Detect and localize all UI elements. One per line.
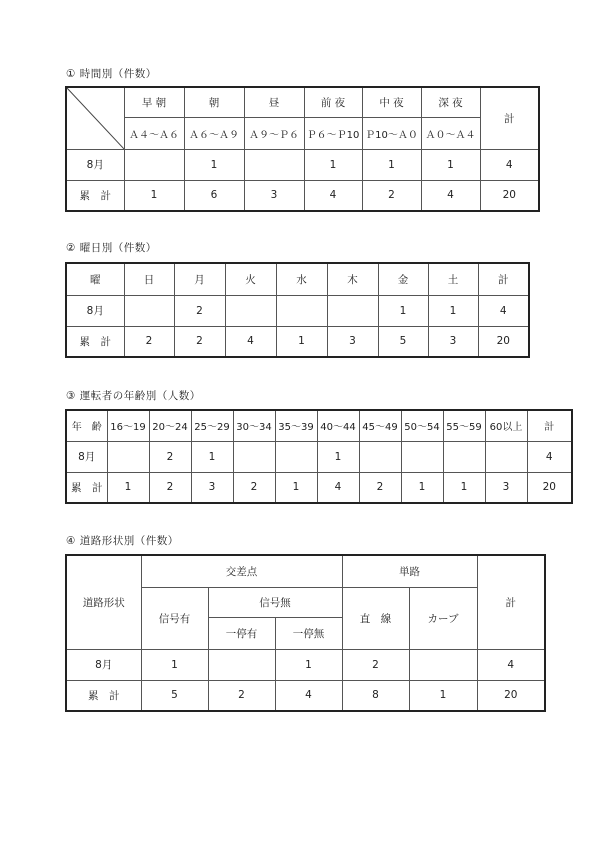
cell: 4 (225, 326, 276, 357)
cell: 4 (317, 472, 359, 503)
header-time-range: Ａ６～Ａ９ (184, 117, 244, 149)
cell: 1 (191, 441, 233, 472)
header-time-range: Ｐ10～Ａ０ (362, 117, 421, 149)
header-total: 計 (477, 555, 545, 649)
corner-label: 道路形状 (66, 555, 141, 649)
table-row (66, 680, 545, 711)
header-age: 30～34 (233, 410, 275, 441)
cell: 1 (409, 680, 477, 711)
header-age: 35～39 (275, 410, 317, 441)
row-label: 累 計 (66, 180, 124, 211)
cell: 4 (275, 680, 342, 711)
header-total: 計 (480, 87, 539, 149)
cell: 1 (421, 149, 480, 180)
header-day: 火 (225, 263, 276, 295)
section1-title: ① 時間別（件数） (66, 68, 157, 80)
cell-total: 4 (478, 295, 529, 326)
cell: 1 (401, 472, 443, 503)
cell-total: 4 (477, 649, 545, 680)
header-day: 土 (428, 263, 478, 295)
weekday-table (65, 262, 530, 358)
cell: 2 (124, 326, 174, 357)
row-label: 8月 (66, 295, 124, 326)
cell: 1 (141, 649, 208, 680)
table-row (66, 441, 572, 472)
header-time-name: 朝 (184, 87, 244, 117)
row-label: 8月 (66, 649, 141, 680)
table-row (66, 180, 539, 211)
header-age: 20～24 (149, 410, 191, 441)
cell: 1 (275, 649, 342, 680)
row-label: 累 計 (66, 326, 124, 357)
cell (124, 295, 174, 326)
header-time-range: Ｐ６～Ｐ10 (304, 117, 362, 149)
table-row (66, 649, 545, 680)
header-intersection: 交差点 (141, 555, 342, 587)
cell: 1 (124, 180, 184, 211)
cell: 1 (378, 295, 428, 326)
cell: 1 (107, 472, 149, 503)
cell-total: 20 (527, 472, 572, 503)
header-age: 25～29 (191, 410, 233, 441)
cell: 1 (304, 149, 362, 180)
header-time-range: Ａ９～Ｐ６ (244, 117, 304, 149)
corner-label: 年 齢 (66, 410, 107, 441)
cell: 5 (141, 680, 208, 711)
table-row (66, 472, 572, 503)
header-time-name: 昼 (244, 87, 304, 117)
cell: 1 (317, 441, 359, 472)
cell: 4 (421, 180, 480, 211)
cell: 2 (342, 649, 409, 680)
cell-total: 20 (477, 680, 545, 711)
table-row (66, 326, 529, 357)
cell (443, 441, 485, 472)
header-signal-yes: 信号有 (141, 587, 208, 649)
header-time-name: 前 夜 (304, 87, 362, 117)
cell-total: 4 (480, 149, 539, 180)
header-time-name: 深 夜 (421, 87, 480, 117)
header-total: 計 (527, 410, 572, 441)
cell (208, 649, 275, 680)
header-single-road: 単路 (342, 555, 477, 587)
cell: 3 (244, 180, 304, 211)
diagonal-line-icon (67, 88, 124, 149)
header-age: 55～59 (443, 410, 485, 441)
header-day: 月 (174, 263, 225, 295)
cell: 2 (359, 472, 401, 503)
cell: 5 (378, 326, 428, 357)
cell (275, 441, 317, 472)
cell-total: 20 (480, 180, 539, 211)
header-age: 45～49 (359, 410, 401, 441)
cell: 2 (362, 180, 421, 211)
cell (244, 149, 304, 180)
cell: 3 (428, 326, 478, 357)
cell (233, 441, 275, 472)
cell (485, 441, 527, 472)
table-row (66, 149, 539, 180)
diagonal-corner-cell (66, 87, 124, 149)
cell: 1 (362, 149, 421, 180)
cell: 2 (174, 326, 225, 357)
cell-total: 4 (527, 441, 572, 472)
cell (276, 295, 327, 326)
cell: 1 (443, 472, 485, 503)
cell: 3 (485, 472, 527, 503)
age-table (65, 409, 573, 504)
header-total: 計 (478, 263, 529, 295)
cell: 2 (174, 295, 225, 326)
header-age: 60以上 (485, 410, 527, 441)
time-table (65, 86, 540, 212)
header-time-name: 中 夜 (362, 87, 421, 117)
cell: 2 (149, 441, 191, 472)
cell: 2 (233, 472, 275, 503)
header-time-range: Ａ４～Ａ６ (124, 117, 184, 149)
row-label: 8月 (66, 441, 107, 472)
cell (359, 441, 401, 472)
cell (327, 295, 378, 326)
cell: 1 (276, 326, 327, 357)
row-label: 累 計 (66, 472, 107, 503)
header-age: 16～19 (107, 410, 149, 441)
row-label: 8月 (66, 149, 124, 180)
header-time-name: 早 朝 (124, 87, 184, 117)
header-day: 水 (276, 263, 327, 295)
corner-label: 曜 (66, 263, 124, 295)
road-shape-table (65, 554, 546, 712)
section4-title: ④ 道路形状別（件数） (66, 535, 179, 547)
cell: 1 (275, 472, 317, 503)
header-stop-no: 一停無 (275, 617, 342, 649)
cell: 4 (304, 180, 362, 211)
cell: 8 (342, 680, 409, 711)
cell (409, 649, 477, 680)
cell-total: 20 (478, 326, 529, 357)
header-straight: 直 線 (342, 587, 409, 649)
cell (124, 149, 184, 180)
cell (107, 441, 149, 472)
header-day: 木 (327, 263, 378, 295)
cell: 1 (184, 149, 244, 180)
header-time-range: Ａ０～Ａ４ (421, 117, 480, 149)
header-stop-yes: 一停有 (208, 617, 275, 649)
row-label: 累 計 (66, 680, 141, 711)
cell: 2 (208, 680, 275, 711)
header-curve: カーブ (409, 587, 477, 649)
header-age: 50～54 (401, 410, 443, 441)
header-day: 日 (124, 263, 174, 295)
cell: 3 (327, 326, 378, 357)
header-age: 40～44 (317, 410, 359, 441)
header-signal-no: 信号無 (208, 587, 342, 617)
cell: 3 (191, 472, 233, 503)
cell: 1 (428, 295, 478, 326)
cell: 6 (184, 180, 244, 211)
table-row (66, 295, 529, 326)
header-day: 金 (378, 263, 428, 295)
cell (401, 441, 443, 472)
cell (225, 295, 276, 326)
section3-title: ③ 運転者の年齢別（人数） (66, 390, 201, 402)
section2-title: ② 曜日別（件数） (66, 242, 157, 254)
cell: 2 (149, 472, 191, 503)
